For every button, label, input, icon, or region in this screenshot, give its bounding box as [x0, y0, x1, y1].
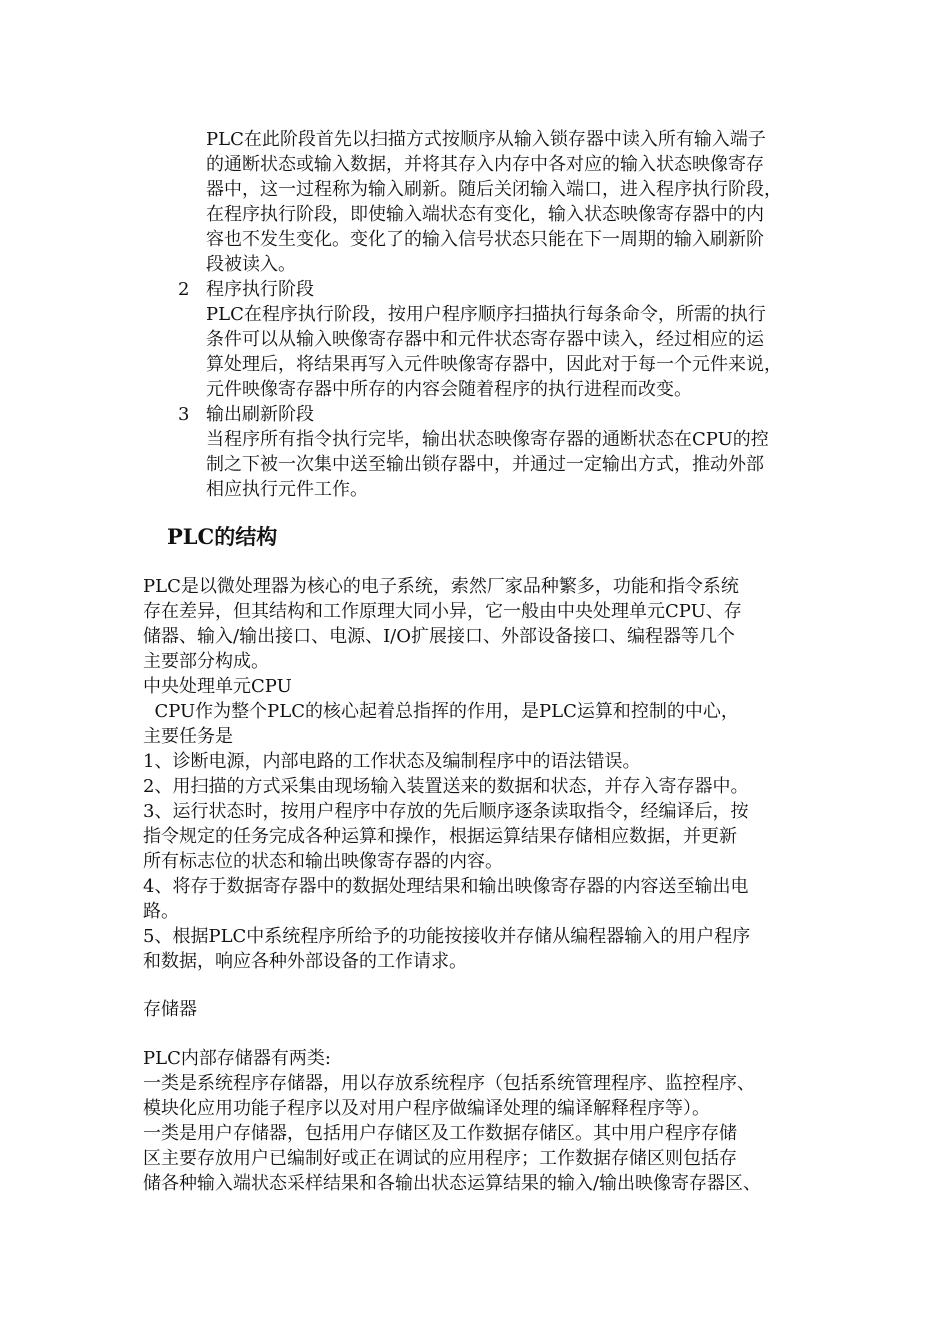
paragraph-line: 当程序所有指令执行完毕，输出状态映像寄存器的通断状态在CPU的控	[206, 429, 769, 450]
paragraph-line: 算处理后，将结果再写入元件映像寄存器中，因此对于每一个元件来说，	[206, 354, 782, 375]
paragraph-line: 储各种输入端状态采样结果和各输出状态运算结果的输入/输出映像寄存器区、	[143, 1173, 762, 1194]
paragraph-line: CPU作为整个PLC的核心起着总指挥的作用，是PLC运算和控制的中心，	[143, 701, 739, 722]
paragraph-line: 相应执行元件工作。	[206, 479, 368, 500]
paragraph-line: 一类是用户存储器，包括用户存储区及工作数据存储区。其中用户程序存储	[143, 1123, 737, 1144]
paragraph-line: 存在差异，但其结构和工作原理大同小异，它一般由中央处理单元CPU、存	[143, 601, 742, 622]
list-item: 3、运行状态时，按用户程序中存放的先后顺序逐条读取指令，经编译后，按	[143, 801, 749, 822]
paragraph-line: 一类是系统程序存储器，用以存放系统程序（包括系统管理程序、监控程序、	[143, 1073, 755, 1094]
paragraph-line: 在程序执行阶段，即使输入端状态有变化，输入状态映像寄存器中的内	[206, 204, 764, 225]
paragraph-line: 元件映像寄存器中所存的内容会随着程序的执行进程而改变。	[206, 379, 692, 400]
paragraph-line: PLC内部存储器有两类:	[143, 1048, 331, 1069]
paragraph-line: 器中，这一过程称为输入刷新。随后关闭输入端口，进入程序执行阶段，	[206, 179, 782, 200]
paragraph-line: 容也不发生变化。变化了的输入信号状态只能在下一周期的输入刷新阶	[206, 229, 764, 250]
list-item: 4、将存于数据寄存器中的数据处理结果和输出映像寄存器的内容送至输出电	[143, 876, 749, 897]
list-item: 5、根据PLC中系统程序所给予的功能按接收并存储从编程器输入的用户程序	[143, 926, 751, 947]
list-item: 和数据，响应各种外部设备的工作请求。	[143, 951, 467, 972]
step-number: 3	[178, 404, 190, 425]
list-item: 所有标志位的状态和输出映像寄存器的内容。	[143, 851, 503, 872]
paragraph-line: 储器、输入/输出接口、电源、I/O扩展接口、外部设备接口、编程器等几个	[143, 626, 735, 647]
paragraph-line: PLC在此阶段首先以扫描方式按顺序从输入锁存器中读入所有输入端子	[206, 129, 766, 150]
paragraph-line: 制之下被一次集中送至输出锁存器中，并通过一定输出方式，推动外部	[206, 454, 764, 475]
paragraph-line: PLC是以微处理器为核心的电子系统，索然厂家品种繁多，功能和指令系统	[143, 576, 739, 597]
paragraph-line: PLC在程序执行阶段，按用户程序顺序扫描执行每条命令，所需的执行	[206, 304, 766, 325]
paragraph-line: 条件可以从输入映像寄存器中和元件状态寄存器中读入，经过相应的运	[206, 329, 764, 350]
paragraph-line: 主要任务是	[143, 726, 233, 747]
paragraph-line: 的通断状态或输入数据，并将其存入内存中各对应的输入状态映像寄存	[206, 154, 764, 175]
list-item: 2、用扫描的方式采集由现场输入装置送来的数据和状态，并存入寄存器中。	[143, 776, 749, 797]
list-item: 路。	[143, 901, 179, 922]
paragraph-line: 段被读入。	[206, 254, 296, 275]
paragraph-line: 主要部分构成。	[143, 651, 269, 672]
list-item: 指令规定的任务完成各种运算和操作，根据运算结果存储相应数据，并更新	[143, 826, 737, 847]
step-title: 程序执行阶段	[206, 279, 314, 300]
paragraph-line: 模块化应用功能子程序以及对用户程序做编译处理的编译解释程序等）。	[143, 1098, 710, 1119]
step-number: 2	[178, 279, 190, 300]
section-heading: PLC的结构	[167, 524, 278, 549]
paragraph-line: 区主要存放用户已编制好或正在调试的应用程序；工作数据存储区则包括存	[143, 1148, 737, 1169]
list-item: 1、诊断电源，内部电路的工作状态及编制程序中的语法错误。	[143, 751, 641, 772]
subsection-title: 存储器	[143, 999, 197, 1020]
step-title: 输出刷新阶段	[206, 404, 314, 425]
subsection-title: 中央处理单元CPU	[143, 676, 292, 697]
